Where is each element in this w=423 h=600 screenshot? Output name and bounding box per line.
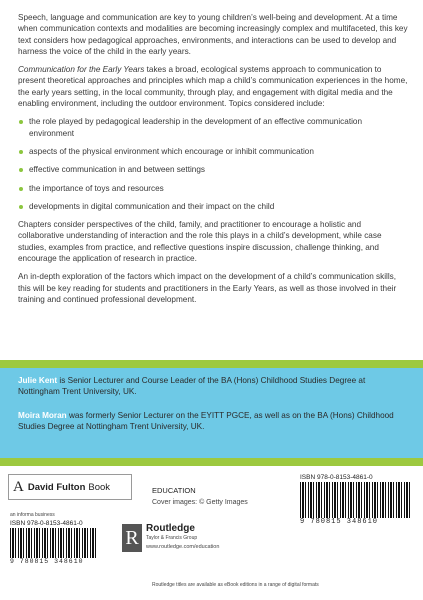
ebook-note: Routledge titles are available as eBook editions in a range of digital formats [152, 582, 319, 588]
bullet-icon [19, 187, 23, 191]
barcode-digits: 9 780815 348610 [300, 518, 379, 526]
blurb [18, 12, 408, 312]
bullet-icon [19, 168, 23, 172]
blurb-paragraph-2-text: takes a broad, ecological systems approach to communication to present theoretical approaches and principles which map a child’s communication experiences in the home, the early years setting, in the local community, through play, and engagement with digital media and the enabling environment, including the outdoor environment. Topics considered include: [18, 65, 408, 109]
publisher-imprint [8, 474, 132, 500]
topic-text: the importance of toys and resources [29, 183, 164, 193]
footer-panel [0, 466, 423, 600]
author-bio-text: was formerly Senior Lecturer on the EYITT PGCE, as well as on the BA (Hons) Childhood Studies Degree at Nottingham Trent University, UK. [18, 411, 394, 432]
imprint-logo-letter: A [13, 478, 24, 495]
informa-tagline: an informa business [10, 512, 55, 518]
topic-item [18, 146, 408, 157]
author-name: Moira Moran [18, 411, 67, 420]
imprint-suffix: Book [88, 481, 111, 493]
blurb-paragraph-1: Speech, language and communication are key to young children’s well-being and development. At a time when communication contexts and modalities are becoming increasingly complex and multifaceted, this key text considers how pedagogical approaches, environments, and interactions can be used to develop and harness the voice of the child in the early years. [18, 13, 408, 56]
topic-item [18, 201, 408, 212]
topic-item [18, 183, 408, 194]
barcode-left [10, 520, 98, 565]
routledge-logo [122, 522, 242, 560]
topic-text: aspects of the physical environment which encourage or inhibit communication [29, 146, 314, 156]
routledge-mark-icon: R [122, 524, 142, 552]
routledge-url: www.routledge.com/education [146, 544, 220, 550]
author-panel [0, 368, 423, 458]
author-bio [18, 410, 408, 433]
topics-list [18, 116, 408, 212]
bullet-icon [19, 150, 23, 154]
barcode-right [300, 474, 412, 526]
author-bio-text: is Senior Lecturer and Course Leader of the BA (Hons) Childhood Studies Degree at Nottingham Trent University, UK. [18, 376, 366, 397]
routledge-name: Routledge [146, 523, 195, 534]
blurb-paragraph-3: Chapters consider perspectives of the child, family, and practitioner to encourage a holistic and collaborative understanding of interaction and the role this plays in a child’s development, while case studies, examples from practice, and reflective questions inspire discussion, challenge thinking, and encourage the application of research in practice. [18, 220, 382, 264]
isbn-label: ISBN 978-0-8153-4861-0 [10, 520, 83, 527]
topic-item [18, 116, 408, 139]
topic-item [18, 164, 408, 175]
blurb-paragraph-4: An in-depth exploration of the factors which impact on the development of a child’s communication skills, this will be key reading for students and practitioners in the Early Years, as well as those involved in their training and continued professional development. [18, 272, 397, 304]
cover-credit: Cover images: © Getty Images [152, 499, 248, 506]
author-bio [18, 375, 408, 398]
bullet-icon [19, 205, 23, 209]
topic-text: developments in digital communication and their impact on the child [29, 201, 275, 211]
barcode-bars-icon [300, 482, 412, 518]
barcode-digits: 9 780815 348610 [10, 558, 84, 565]
topic-text: the role played by pedagogical leadership in the development of an effective communication environment [29, 117, 363, 138]
author-name: Julie Kent [18, 376, 58, 385]
barcode-bars-icon [10, 528, 98, 558]
subject-category: EDUCATION [152, 486, 196, 495]
routledge-subtitle: Taylor & Francis Group [146, 535, 198, 541]
isbn-label: ISBN 978-0-8153-4861-0 [300, 474, 373, 481]
imprint-name: David Fulton [27, 481, 86, 493]
blurb-paragraph-2 [18, 64, 408, 109]
bullet-icon [19, 120, 23, 124]
book-title: Communication for the Early Years [18, 65, 145, 75]
topic-text: effective communication in and between settings [29, 165, 205, 175]
